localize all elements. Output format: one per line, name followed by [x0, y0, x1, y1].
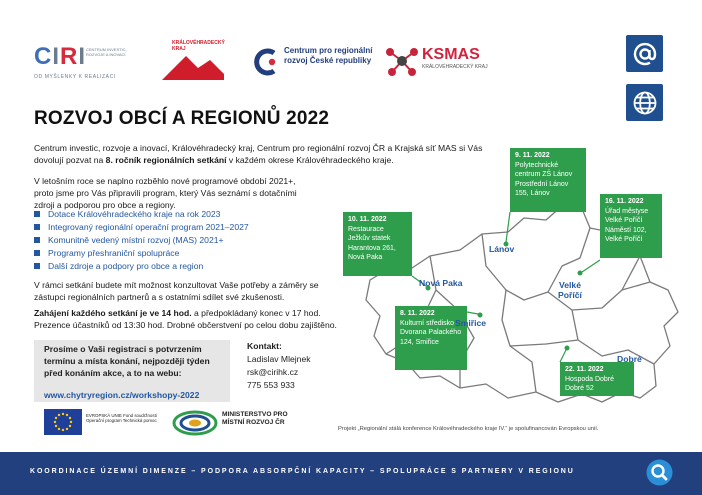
event-card-dobre — [560, 362, 634, 396]
intro-paragraph — [34, 142, 504, 166]
search-icon — [646, 459, 673, 486]
event-date: 16. 11. 2022 — [605, 198, 644, 205]
ciri-logo-mark: CIRI — [34, 43, 87, 70]
crr-logo-mark — [252, 48, 280, 76]
email-link-button[interactable] — [626, 35, 663, 72]
crr-logo-text: Centrum pro regionální rozvoj České republiky — [284, 46, 373, 65]
topic-label: Další zdroje a podpory pro obce a region — [48, 260, 204, 271]
contact-phone: 775 553 933 — [247, 380, 295, 390]
program-paragraph: V letošním roce se naplno rozběhlo nové programové období 2021+, proto jsme pro Vás připravili program, který Vás seznámí s dotačními zdroji a podporou pro obce a regiony. — [34, 176, 297, 210]
ciri-logo-motto: OD MYŠLENKY K REALIZACI — [34, 74, 116, 80]
intro-highlight: 8. ročník regionálních setkání — [105, 155, 227, 165]
schedule-text: a předpokládaný konec v 17 hod. Prezence účastníků od 13:30 hod. Drobné občerstvení po celou dobu zajištěno. — [34, 308, 337, 330]
ksmas-logo-text: KSMAS — [422, 46, 480, 63]
town-label-smirice: Smiřice — [455, 318, 487, 328]
town-label-nova-paka: Nová Paka — [419, 278, 463, 288]
event-date: 10. 11. 2022 — [348, 216, 387, 223]
page-title: ROZVOJ OBCÍ A REGIONŮ 2022 — [34, 108, 330, 129]
bullet-square-icon — [34, 211, 40, 217]
event-place: Kulturní středisko Dvorana Palackého 124, Smiřice — [400, 319, 462, 346]
topic-label: Dotace Královéhradeckého kraje na rok 2023 — [48, 208, 221, 219]
topic-label: Programy přeshraniční spolupráce — [48, 247, 180, 258]
schedule-paragraph — [34, 307, 359, 331]
list-item — [34, 233, 334, 246]
contact-name: Ladislav Mlejnek — [247, 354, 311, 364]
event-card-smirice — [395, 306, 467, 370]
bullet-square-icon — [34, 224, 40, 230]
list-item — [34, 207, 334, 220]
topic-label: Integrovaný regionální operační program 2021–2027 — [48, 221, 249, 232]
registration-link[interactable]: www.chytryregion.cz/workshopy-2022 — [44, 390, 200, 400]
contact-block — [247, 340, 311, 392]
event-card-nova-paka — [343, 212, 412, 276]
event-card-velke-porici — [600, 194, 662, 258]
bullet-square-icon — [34, 263, 40, 269]
mmr-logo-mark — [172, 409, 218, 437]
event-place: Restaurace Ježkův statek Harantova 261, Nová Paka — [348, 225, 396, 261]
eu-flag-icon — [44, 409, 82, 435]
event-date: 8. 11. 2022 — [400, 310, 435, 317]
registration-text: Prosíme o Vaši registraci s potvrzením termínu a místa konání, nejpozději týden před konáním akce, a to na webu: — [44, 344, 210, 378]
eu-logo — [44, 409, 164, 437]
mmr-logo — [172, 409, 292, 439]
intro-text-1: Centrum investic, rozvoje a inovací, Královéhradecký kraj, Centrum pro regionální rozvoj ČR a Krajská síť MAS si Vás dovolují pozvat na — [34, 143, 483, 165]
ksmas-logo — [384, 42, 494, 82]
event-place: Hospoda Dobré Dobré 52 — [565, 375, 615, 392]
event-date: 22. 11. 2022 — [565, 366, 604, 373]
topic-label: Komunitně vedený místní rozvoj (MAS) 2021+ — [48, 234, 224, 245]
event-date: 9. 11. 2022 — [515, 152, 550, 159]
registration-box — [34, 340, 230, 402]
ksmas-logo-subtitle: KRÁLOVÉHRADECKÝ KRAJ — [422, 64, 488, 70]
list-item — [34, 220, 334, 233]
globe-icon — [632, 90, 658, 116]
intro-text-2: v každém okrese Královéhradeckého kraje. — [226, 155, 394, 165]
schedule-highlight: Zahájení každého setkání je ve 14 hod. — [34, 308, 192, 318]
footer-bar — [0, 452, 702, 495]
contact-email[interactable]: rsk@cirihk.cz — [247, 367, 299, 377]
ciri-logo — [34, 44, 134, 84]
event-place: Úřad městyse Velké Poříčí Náměstí 102, Velké Poříčí — [605, 207, 649, 243]
ksmas-logo-mark — [384, 44, 420, 78]
consult-paragraph: V rámci setkání budete mít možnost konzultovat Vaše potřeby a záměry se zástupci regionálních partnerů a s ostatními sdílet své zkušenosti. — [34, 280, 319, 302]
khk-logo — [158, 40, 238, 82]
event-place: Polytechnické centrum ZŠ Lánov Prostřední Lánov 155, Lánov — [515, 161, 573, 197]
eu-logo-text: EVROPSKÁ UNIE Fond soudržnosti Operační program Technická pomoc — [86, 413, 157, 424]
mmr-logo-text: MINISTERSTVO PRO MÍSTNÍ ROZVOJ ČR — [222, 411, 288, 426]
khk-logo-shape — [158, 52, 228, 82]
topic-list — [34, 207, 334, 272]
footer-search-button[interactable] — [646, 459, 673, 486]
town-label-dobre: Dobré — [617, 354, 642, 364]
web-link-button[interactable] — [626, 84, 663, 121]
region-map — [310, 140, 702, 440]
bullet-square-icon — [34, 250, 40, 256]
event-card-lanov — [510, 148, 586, 212]
list-item — [34, 246, 334, 259]
bullet-square-icon — [34, 237, 40, 243]
list-item — [34, 259, 334, 272]
at-icon — [632, 41, 658, 67]
ciri-logo-subtitle: CENTRUM INVESTIC, ROZVOJE A INOVACÍ — [86, 47, 127, 57]
crr-logo — [252, 46, 377, 80]
town-label-lanov: Lánov — [489, 244, 515, 254]
contact-heading: Kontakt: — [247, 341, 282, 351]
khk-logo-text: KRÁLOVÉHRADECKÝ KRAJ — [172, 40, 225, 52]
town-label-velke-porici: Velké Poříčí — [558, 280, 582, 300]
project-note: Projekt „Regionální stálá konference Královéhradeckého kraje IV.“ je spolufinancován Evropskou unií. — [338, 426, 599, 432]
footer-text: KOORDINACE ÚZEMNÍ DIMENZE – PODPORA ABSORPČNÍ KAPACITY – SPOLUPRÁCE S PARTNERY V REGIONU — [30, 468, 575, 475]
